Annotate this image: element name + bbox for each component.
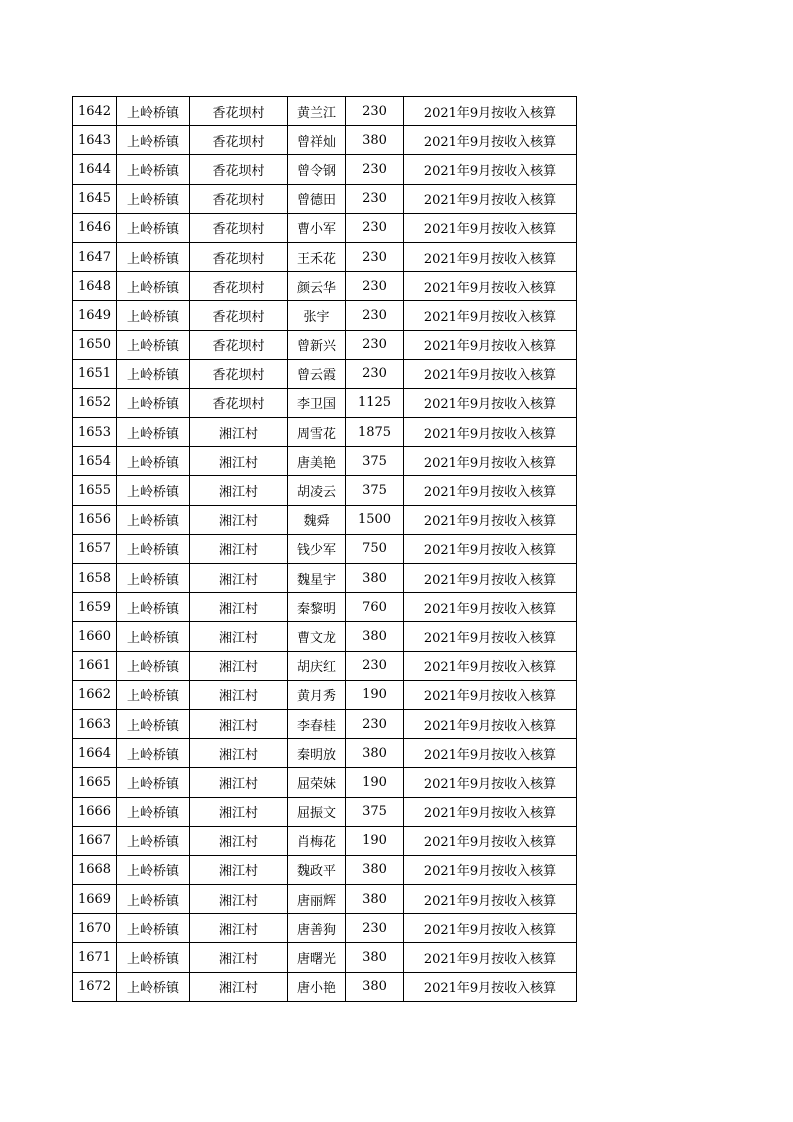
village-cell: 湘江村 bbox=[190, 914, 288, 943]
name-cell: 曾祥灿 bbox=[288, 126, 346, 155]
town-cell: 上岭桥镇 bbox=[117, 797, 190, 826]
row-number-cell: 1650 bbox=[73, 330, 117, 359]
town-cell: 上岭桥镇 bbox=[117, 418, 190, 447]
note-cell: 2021年9月按收入核算 bbox=[404, 885, 577, 914]
amount-cell: 380 bbox=[346, 622, 404, 651]
village-cell: 湘江村 bbox=[190, 885, 288, 914]
name-cell: 曾云霞 bbox=[288, 359, 346, 388]
table-row bbox=[73, 272, 577, 301]
town-cell: 上岭桥镇 bbox=[117, 564, 190, 593]
village-cell: 香花坝村 bbox=[190, 97, 288, 126]
note-cell: 2021年9月按收入核算 bbox=[404, 797, 577, 826]
note-cell: 2021年9月按收入核算 bbox=[404, 388, 577, 417]
amount-cell: 230 bbox=[346, 272, 404, 301]
town-cell: 上岭桥镇 bbox=[117, 476, 190, 505]
village-cell: 湘江村 bbox=[190, 447, 288, 476]
town-cell: 上岭桥镇 bbox=[117, 126, 190, 155]
village-cell: 湘江村 bbox=[190, 564, 288, 593]
name-cell: 唐善狗 bbox=[288, 914, 346, 943]
village-cell: 湘江村 bbox=[190, 855, 288, 884]
amount-cell: 1500 bbox=[346, 505, 404, 534]
amount-cell: 190 bbox=[346, 768, 404, 797]
town-cell: 上岭桥镇 bbox=[117, 447, 190, 476]
note-cell: 2021年9月按收入核算 bbox=[404, 97, 577, 126]
name-cell: 胡凌云 bbox=[288, 476, 346, 505]
village-cell: 香花坝村 bbox=[190, 184, 288, 213]
table-row bbox=[73, 709, 577, 738]
amount-cell: 375 bbox=[346, 797, 404, 826]
village-cell: 湘江村 bbox=[190, 680, 288, 709]
table-row bbox=[73, 564, 577, 593]
row-number-cell: 1667 bbox=[73, 826, 117, 855]
town-cell: 上岭桥镇 bbox=[117, 534, 190, 563]
row-number-cell: 1665 bbox=[73, 768, 117, 797]
table-row bbox=[73, 534, 577, 563]
name-cell: 李春桂 bbox=[288, 709, 346, 738]
table-row bbox=[73, 476, 577, 505]
row-number-cell: 1653 bbox=[73, 418, 117, 447]
table-row bbox=[73, 418, 577, 447]
village-cell: 湘江村 bbox=[190, 593, 288, 622]
note-cell: 2021年9月按收入核算 bbox=[404, 914, 577, 943]
note-cell: 2021年9月按收入核算 bbox=[404, 768, 577, 797]
amount-cell: 230 bbox=[346, 709, 404, 738]
table-row bbox=[73, 855, 577, 884]
table-row bbox=[73, 213, 577, 242]
village-cell: 香花坝村 bbox=[190, 155, 288, 184]
note-cell: 2021年9月按收入核算 bbox=[404, 564, 577, 593]
town-cell: 上岭桥镇 bbox=[117, 680, 190, 709]
table-row bbox=[73, 797, 577, 826]
town-cell: 上岭桥镇 bbox=[117, 242, 190, 271]
table-row bbox=[73, 359, 577, 388]
note-cell: 2021年9月按收入核算 bbox=[404, 155, 577, 184]
town-cell: 上岭桥镇 bbox=[117, 709, 190, 738]
amount-cell: 190 bbox=[346, 826, 404, 855]
row-number-cell: 1660 bbox=[73, 622, 117, 651]
name-cell: 周雪花 bbox=[288, 418, 346, 447]
town-cell: 上岭桥镇 bbox=[117, 155, 190, 184]
village-cell: 湘江村 bbox=[190, 768, 288, 797]
village-cell: 香花坝村 bbox=[190, 301, 288, 330]
row-number-cell: 1659 bbox=[73, 593, 117, 622]
village-cell: 香花坝村 bbox=[190, 213, 288, 242]
town-cell: 上岭桥镇 bbox=[117, 885, 190, 914]
row-number-cell: 1649 bbox=[73, 301, 117, 330]
table-row bbox=[73, 447, 577, 476]
village-cell: 湘江村 bbox=[190, 418, 288, 447]
name-cell: 黄月秀 bbox=[288, 680, 346, 709]
note-cell: 2021年9月按收入核算 bbox=[404, 855, 577, 884]
town-cell: 上岭桥镇 bbox=[117, 388, 190, 417]
village-cell: 湘江村 bbox=[190, 739, 288, 768]
row-number-cell: 1662 bbox=[73, 680, 117, 709]
town-cell: 上岭桥镇 bbox=[117, 622, 190, 651]
town-cell: 上岭桥镇 bbox=[117, 826, 190, 855]
amount-cell: 375 bbox=[346, 476, 404, 505]
name-cell: 曹文龙 bbox=[288, 622, 346, 651]
table-row bbox=[73, 885, 577, 914]
table-row bbox=[73, 97, 577, 126]
note-cell: 2021年9月按收入核算 bbox=[404, 972, 577, 1001]
name-cell: 屈振文 bbox=[288, 797, 346, 826]
name-cell: 曾新兴 bbox=[288, 330, 346, 359]
row-number-cell: 1648 bbox=[73, 272, 117, 301]
note-cell: 2021年9月按收入核算 bbox=[404, 476, 577, 505]
amount-cell: 230 bbox=[346, 651, 404, 680]
name-cell: 魏星宇 bbox=[288, 564, 346, 593]
name-cell: 魏政平 bbox=[288, 855, 346, 884]
table-row bbox=[73, 826, 577, 855]
town-cell: 上岭桥镇 bbox=[117, 505, 190, 534]
row-number-cell: 1651 bbox=[73, 359, 117, 388]
village-cell: 香花坝村 bbox=[190, 388, 288, 417]
name-cell: 魏舜 bbox=[288, 505, 346, 534]
table-row bbox=[73, 943, 577, 972]
village-cell: 香花坝村 bbox=[190, 272, 288, 301]
amount-cell: 230 bbox=[346, 155, 404, 184]
note-cell: 2021年9月按收入核算 bbox=[404, 330, 577, 359]
amount-cell: 380 bbox=[346, 564, 404, 593]
note-cell: 2021年9月按收入核算 bbox=[404, 622, 577, 651]
amount-cell: 380 bbox=[346, 855, 404, 884]
name-cell: 唐曙光 bbox=[288, 943, 346, 972]
town-cell: 上岭桥镇 bbox=[117, 272, 190, 301]
amount-cell: 760 bbox=[346, 593, 404, 622]
amount-cell: 375 bbox=[346, 447, 404, 476]
town-cell: 上岭桥镇 bbox=[117, 914, 190, 943]
table-row bbox=[73, 739, 577, 768]
town-cell: 上岭桥镇 bbox=[117, 739, 190, 768]
row-number-cell: 1644 bbox=[73, 155, 117, 184]
table-row bbox=[73, 301, 577, 330]
village-cell: 湘江村 bbox=[190, 943, 288, 972]
note-cell: 2021年9月按收入核算 bbox=[404, 651, 577, 680]
amount-cell: 230 bbox=[346, 97, 404, 126]
name-cell: 钱少军 bbox=[288, 534, 346, 563]
note-cell: 2021年9月按收入核算 bbox=[404, 418, 577, 447]
row-number-cell: 1663 bbox=[73, 709, 117, 738]
town-cell: 上岭桥镇 bbox=[117, 593, 190, 622]
note-cell: 2021年9月按收入核算 bbox=[404, 709, 577, 738]
row-number-cell: 1661 bbox=[73, 651, 117, 680]
amount-cell: 230 bbox=[346, 914, 404, 943]
row-number-cell: 1656 bbox=[73, 505, 117, 534]
note-cell: 2021年9月按收入核算 bbox=[404, 826, 577, 855]
amount-cell: 380 bbox=[346, 885, 404, 914]
row-number-cell: 1669 bbox=[73, 885, 117, 914]
town-cell: 上岭桥镇 bbox=[117, 213, 190, 242]
amount-cell: 230 bbox=[346, 213, 404, 242]
table-row bbox=[73, 330, 577, 359]
table-body bbox=[73, 97, 577, 1002]
note-cell: 2021年9月按收入核算 bbox=[404, 301, 577, 330]
village-cell: 香花坝村 bbox=[190, 359, 288, 388]
amount-cell: 230 bbox=[346, 330, 404, 359]
amount-cell: 230 bbox=[346, 301, 404, 330]
name-cell: 曹小军 bbox=[288, 213, 346, 242]
amount-cell: 230 bbox=[346, 184, 404, 213]
amount-cell: 1875 bbox=[346, 418, 404, 447]
name-cell: 屈荣妹 bbox=[288, 768, 346, 797]
row-number-cell: 1646 bbox=[73, 213, 117, 242]
table-row bbox=[73, 126, 577, 155]
row-number-cell: 1664 bbox=[73, 739, 117, 768]
amount-cell: 750 bbox=[346, 534, 404, 563]
amount-cell: 190 bbox=[346, 680, 404, 709]
amount-cell: 230 bbox=[346, 242, 404, 271]
note-cell: 2021年9月按收入核算 bbox=[404, 593, 577, 622]
table-row bbox=[73, 242, 577, 271]
table-row bbox=[73, 184, 577, 213]
row-number-cell: 1643 bbox=[73, 126, 117, 155]
note-cell: 2021年9月按收入核算 bbox=[404, 184, 577, 213]
village-cell: 湘江村 bbox=[190, 622, 288, 651]
row-number-cell: 1645 bbox=[73, 184, 117, 213]
town-cell: 上岭桥镇 bbox=[117, 330, 190, 359]
town-cell: 上岭桥镇 bbox=[117, 972, 190, 1001]
table-row bbox=[73, 914, 577, 943]
row-number-cell: 1658 bbox=[73, 564, 117, 593]
name-cell: 张宇 bbox=[288, 301, 346, 330]
village-cell: 湘江村 bbox=[190, 505, 288, 534]
name-cell: 唐小艳 bbox=[288, 972, 346, 1001]
note-cell: 2021年9月按收入核算 bbox=[404, 272, 577, 301]
amount-cell: 1125 bbox=[346, 388, 404, 417]
amount-cell: 380 bbox=[346, 972, 404, 1001]
row-number-cell: 1654 bbox=[73, 447, 117, 476]
note-cell: 2021年9月按收入核算 bbox=[404, 534, 577, 563]
amount-cell: 380 bbox=[346, 943, 404, 972]
row-number-cell: 1647 bbox=[73, 242, 117, 271]
amount-cell: 380 bbox=[346, 739, 404, 768]
name-cell: 唐美艳 bbox=[288, 447, 346, 476]
row-number-cell: 1666 bbox=[73, 797, 117, 826]
town-cell: 上岭桥镇 bbox=[117, 768, 190, 797]
name-cell: 颜云华 bbox=[288, 272, 346, 301]
table-row bbox=[73, 155, 577, 184]
table-row bbox=[73, 768, 577, 797]
name-cell: 黄兰江 bbox=[288, 97, 346, 126]
row-number-cell: 1671 bbox=[73, 943, 117, 972]
table-row bbox=[73, 972, 577, 1001]
town-cell: 上岭桥镇 bbox=[117, 855, 190, 884]
name-cell: 肖梅花 bbox=[288, 826, 346, 855]
town-cell: 上岭桥镇 bbox=[117, 97, 190, 126]
note-cell: 2021年9月按收入核算 bbox=[404, 242, 577, 271]
table-row bbox=[73, 622, 577, 651]
village-cell: 湘江村 bbox=[190, 709, 288, 738]
row-number-cell: 1655 bbox=[73, 476, 117, 505]
village-cell: 香花坝村 bbox=[190, 126, 288, 155]
table-row bbox=[73, 505, 577, 534]
row-number-cell: 1670 bbox=[73, 914, 117, 943]
row-number-cell: 1642 bbox=[73, 97, 117, 126]
village-cell: 湘江村 bbox=[190, 797, 288, 826]
village-cell: 湘江村 bbox=[190, 826, 288, 855]
name-cell: 胡庆红 bbox=[288, 651, 346, 680]
town-cell: 上岭桥镇 bbox=[117, 301, 190, 330]
row-number-cell: 1657 bbox=[73, 534, 117, 563]
row-number-cell: 1672 bbox=[73, 972, 117, 1001]
village-cell: 湘江村 bbox=[190, 972, 288, 1001]
table-row bbox=[73, 680, 577, 709]
data-table bbox=[72, 96, 577, 1002]
town-cell: 上岭桥镇 bbox=[117, 651, 190, 680]
village-cell: 湘江村 bbox=[190, 534, 288, 563]
table-row bbox=[73, 593, 577, 622]
name-cell: 曾德田 bbox=[288, 184, 346, 213]
town-cell: 上岭桥镇 bbox=[117, 943, 190, 972]
village-cell: 香花坝村 bbox=[190, 242, 288, 271]
table-row bbox=[73, 651, 577, 680]
village-cell: 香花坝村 bbox=[190, 330, 288, 359]
name-cell: 王禾花 bbox=[288, 242, 346, 271]
village-cell: 湘江村 bbox=[190, 476, 288, 505]
name-cell: 秦明放 bbox=[288, 739, 346, 768]
town-cell: 上岭桥镇 bbox=[117, 184, 190, 213]
name-cell: 李卫国 bbox=[288, 388, 346, 417]
note-cell: 2021年9月按收入核算 bbox=[404, 943, 577, 972]
name-cell: 曾令钢 bbox=[288, 155, 346, 184]
note-cell: 2021年9月按收入核算 bbox=[404, 126, 577, 155]
note-cell: 2021年9月按收入核算 bbox=[404, 359, 577, 388]
note-cell: 2021年9月按收入核算 bbox=[404, 505, 577, 534]
row-number-cell: 1652 bbox=[73, 388, 117, 417]
name-cell: 秦黎明 bbox=[288, 593, 346, 622]
note-cell: 2021年9月按收入核算 bbox=[404, 213, 577, 242]
row-number-cell: 1668 bbox=[73, 855, 117, 884]
name-cell: 唐丽辉 bbox=[288, 885, 346, 914]
table-row bbox=[73, 388, 577, 417]
amount-cell: 380 bbox=[346, 126, 404, 155]
village-cell: 湘江村 bbox=[190, 651, 288, 680]
note-cell: 2021年9月按收入核算 bbox=[404, 680, 577, 709]
town-cell: 上岭桥镇 bbox=[117, 359, 190, 388]
note-cell: 2021年9月按收入核算 bbox=[404, 447, 577, 476]
note-cell: 2021年9月按收入核算 bbox=[404, 739, 577, 768]
amount-cell: 230 bbox=[346, 359, 404, 388]
